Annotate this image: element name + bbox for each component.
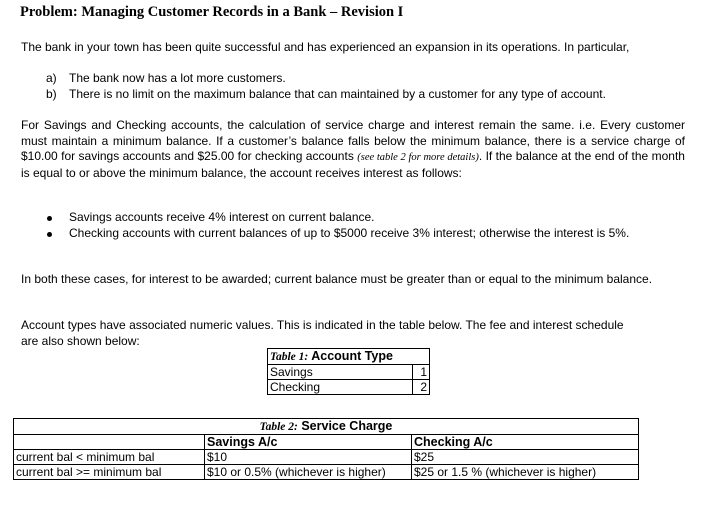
table-reference-note: (see table 2 for more details) — [357, 152, 479, 163]
condition-cell: current bal >= minimum bal — [14, 465, 205, 480]
list-item — [46, 87, 686, 103]
intro-paragraph: The bank in your town has been quite successful and has experienced an expansion in its operations. In particular, — [21, 40, 630, 54]
list-marker: b) — [46, 86, 57, 101]
table-caption-row — [14, 419, 639, 435]
list-item-text: The bank now has a lot more customers. — [69, 71, 286, 85]
service-charge-table — [13, 418, 639, 480]
table-row — [268, 365, 430, 380]
table-title: Account Type — [308, 349, 393, 363]
bullet-text: Checking accounts with current balances of up to $5000 receive 3% interest; otherwise the interest is 5%. — [69, 225, 630, 240]
interest-paragraph — [21, 118, 685, 181]
table-caption — [14, 419, 639, 435]
account-type-cell: Savings — [268, 365, 413, 380]
account-code-cell: 1 — [413, 365, 430, 380]
bullet-icon — [47, 232, 52, 237]
list-item — [47, 226, 685, 242]
interest-text: For Savings and Checking accounts, the calculation of service charge and interest remain the same. i.e. Every customer must maintain a minimum balance. If a customer’s balance falls below the minimum balance, there is a service charge of $10.00 for savings accounts and $25.00 for checking accounts — [21, 118, 685, 163]
condition-cell: current bal < minimum bal — [14, 450, 205, 465]
table-row — [14, 450, 639, 465]
table-caption — [268, 349, 430, 365]
header-cell: Checking A/c — [412, 435, 639, 450]
checking-cell: $25 — [412, 450, 639, 465]
table-header-row — [14, 435, 639, 450]
changes-list — [46, 71, 686, 102]
table-caption-row — [268, 349, 430, 365]
account-code-cell: 2 — [413, 380, 430, 395]
document-title: Problem: Managing Customer Records in a Bank – Revision I — [20, 4, 404, 20]
savings-cell: $10 or 0.5% (whichever is higher) — [205, 465, 412, 480]
interest-bullets — [47, 210, 685, 241]
interest-text-end: . If the balance at the end of the month is equal to or above the minimum balance, the account receives interest as follows: — [21, 149, 685, 180]
account-type-table — [267, 348, 430, 395]
list-marker: a) — [46, 71, 57, 85]
account-type-cell: Checking — [268, 380, 413, 395]
table-row — [14, 465, 639, 480]
header-cell: Savings A/c — [205, 435, 412, 450]
table-row — [268, 380, 430, 395]
list-item-text: There is no limit on the maximum balance that can maintained by a customer for any type of account. — [69, 86, 606, 101]
list-item — [46, 71, 686, 87]
account-types-paragraph: Account types have associated numeric values. This is indicated in the table below. The fee and interest schedule are also shown below: — [21, 318, 624, 348]
bullet-icon — [47, 216, 52, 221]
table-label: Table 2: — [259, 421, 298, 433]
bullet-text: Savings accounts receive 4% interest on current balance. — [69, 210, 375, 224]
checking-cell: $25 or 1.5 % (whichever is higher) — [412, 465, 639, 480]
table-title: Service Charge — [297, 419, 393, 433]
condition-paragraph: In both these cases, for interest to be awarded; current balance must be greater than or equal to the minimum balance. — [21, 272, 653, 286]
header-cell — [14, 435, 205, 450]
savings-cell: $10 — [205, 450, 412, 465]
table-label: Table 1: — [270, 351, 309, 363]
list-item — [47, 210, 685, 226]
